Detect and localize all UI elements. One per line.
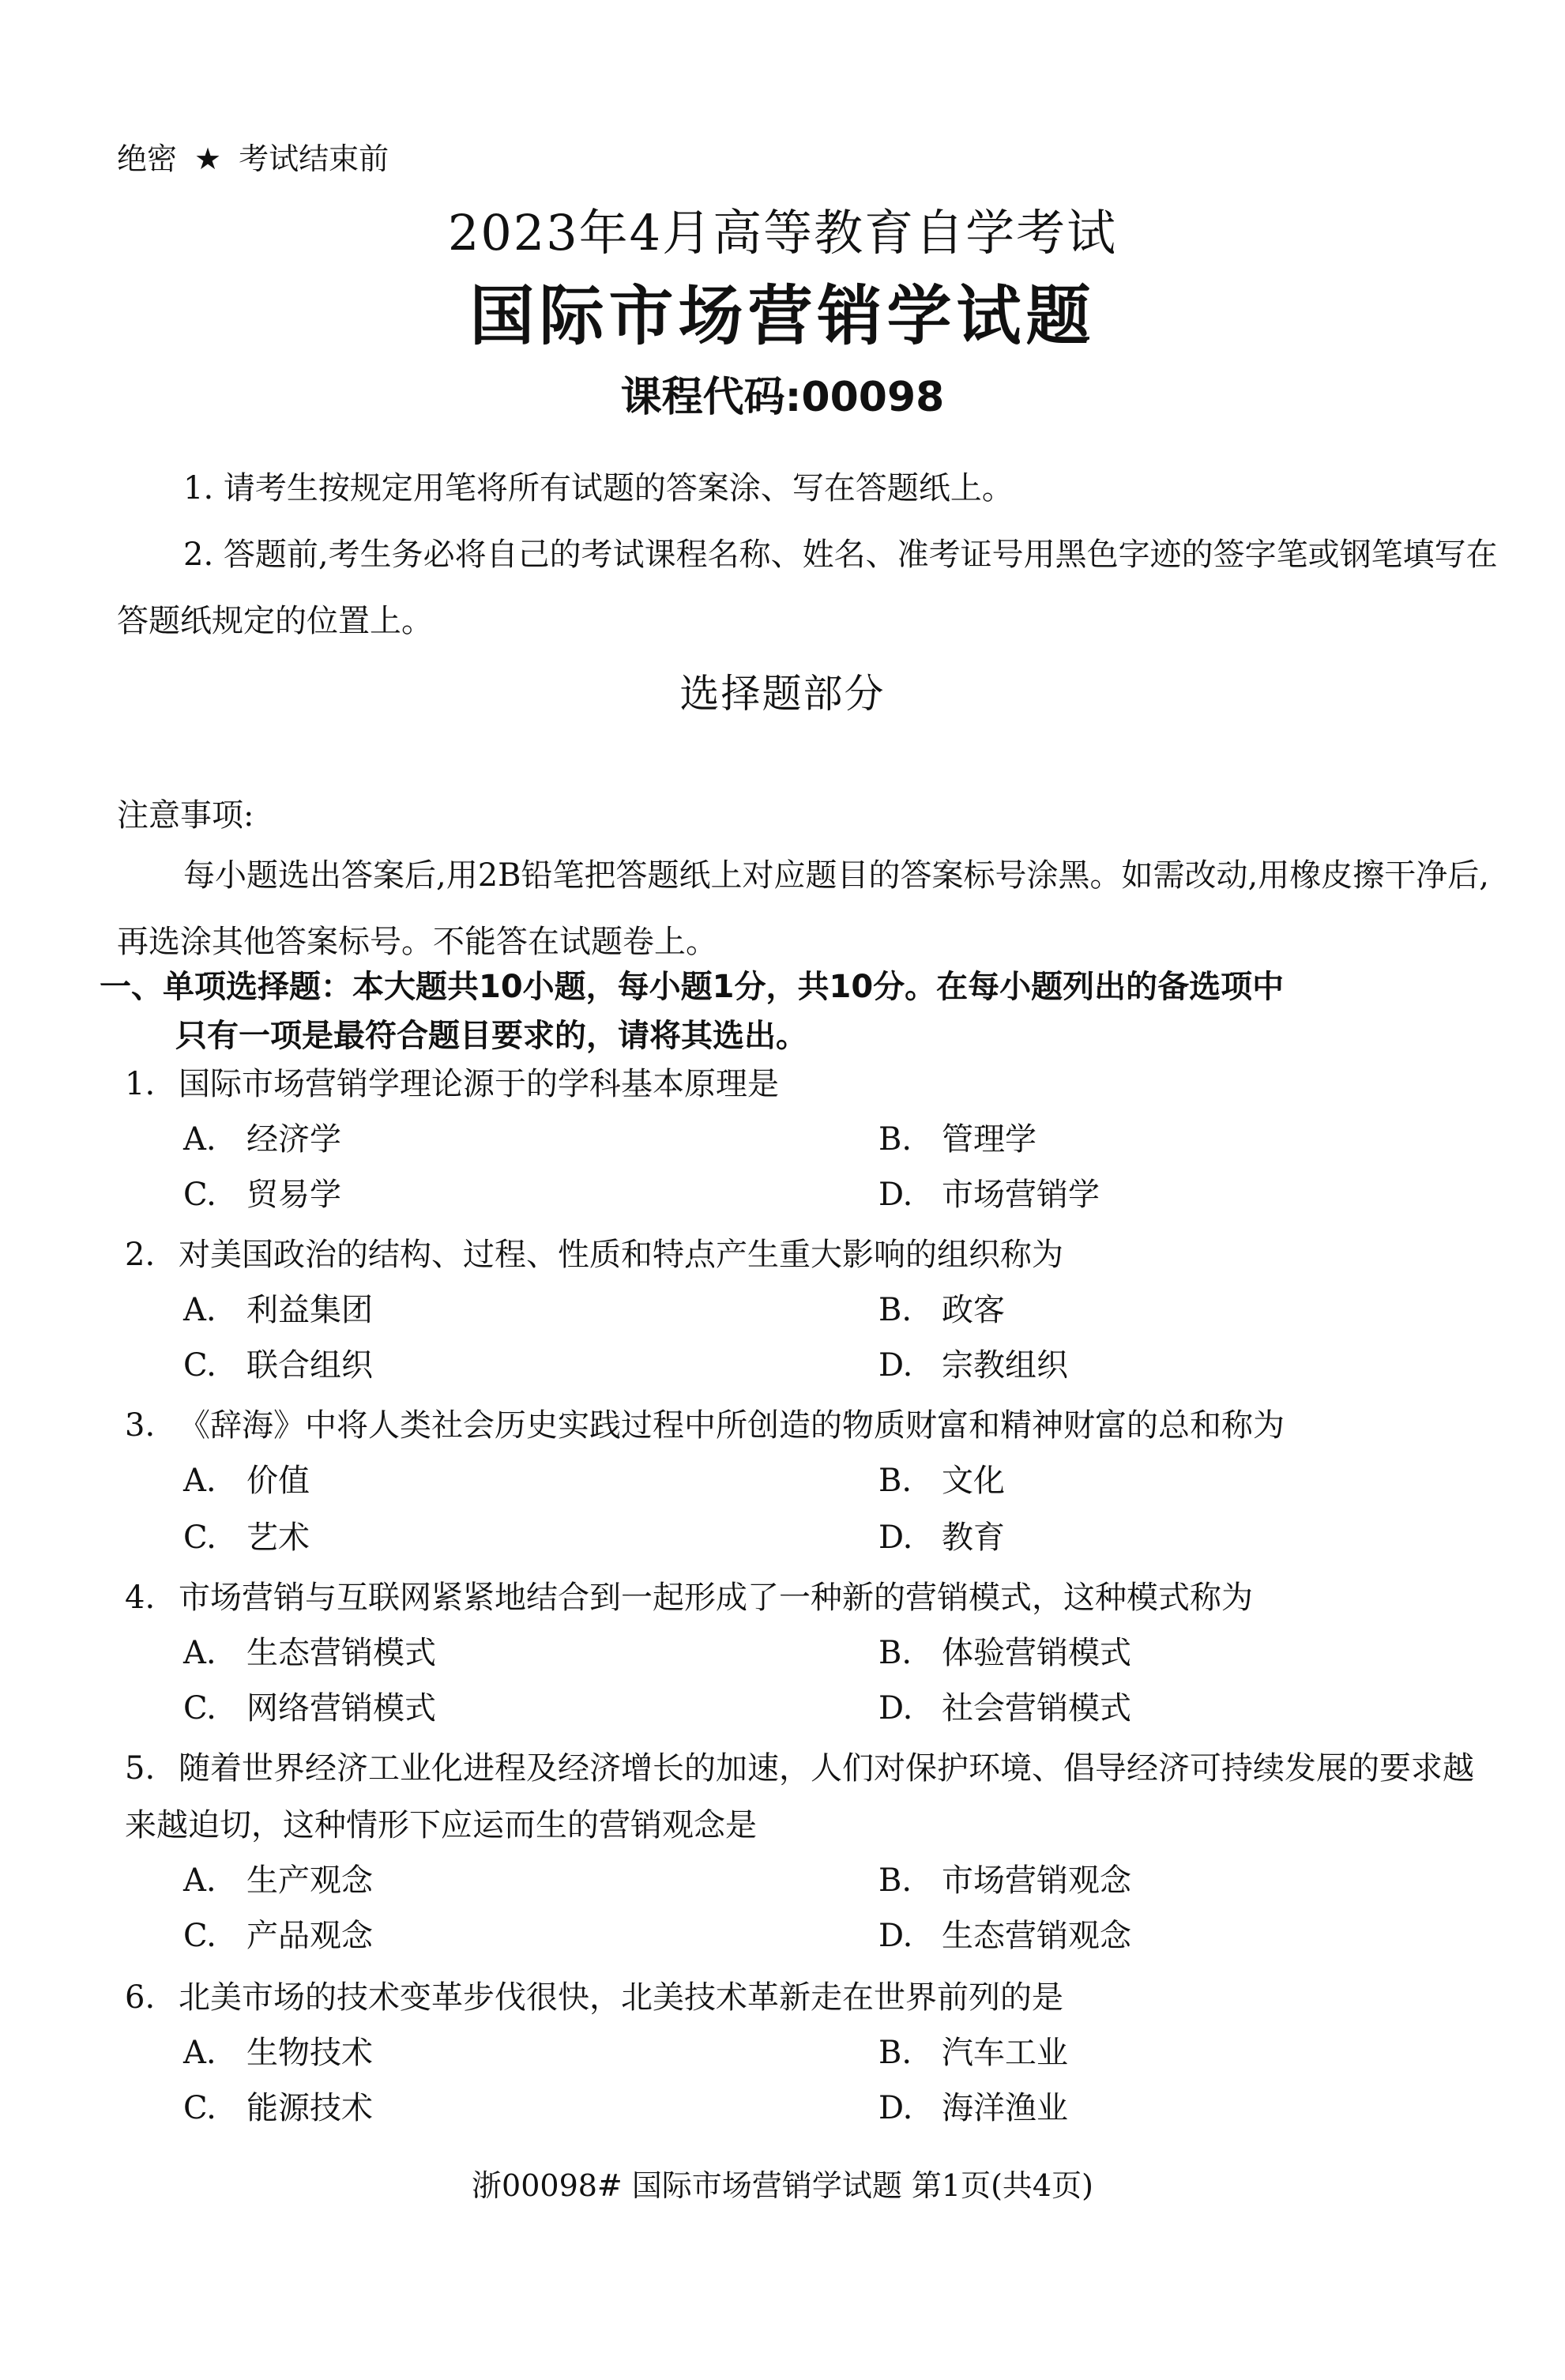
option-text: 生态营销模式 <box>246 1635 436 1671</box>
option-c <box>183 1683 436 1728</box>
instruction-1: 1. 请考生按规定用笔将所有试题的答案涂、写在答题纸上。 <box>183 470 1014 507</box>
option-c <box>183 1911 373 1956</box>
option-a <box>183 2028 373 2073</box>
option-b <box>878 1285 1005 1330</box>
option-b <box>878 1455 1005 1501</box>
option-label: B. <box>878 1292 912 1328</box>
option-text: 市场营销学 <box>942 1177 1100 1213</box>
option-label: D. <box>878 1520 913 1556</box>
paper-title: 国际市场营销学试题 <box>469 279 1096 354</box>
option-label: D. <box>878 1347 913 1384</box>
question-number: 3. <box>125 1407 156 1444</box>
option-a <box>183 1114 341 1159</box>
option-text: 管理学 <box>942 1121 1036 1158</box>
option-text: 宗教组织 <box>942 1347 1068 1384</box>
option-text: 贸易学 <box>246 1177 341 1213</box>
option-label: A. <box>183 1463 216 1499</box>
instruction-2: 2. 答题前,考生务必将自己的考试课程名称、姓名、准考证号用黑色字迹的签字笔或钢笔填写在答题纸规定的位置上。 <box>117 537 1498 639</box>
option-c <box>183 2083 373 2128</box>
option-label: B. <box>878 1463 912 1499</box>
question-stem <box>125 1056 1484 1113</box>
option-label: C. <box>183 2090 216 2126</box>
option-label: B. <box>878 1121 912 1158</box>
option-text: 文化 <box>942 1463 1005 1499</box>
option-c <box>183 1169 341 1214</box>
course-code: 课程代码:00098 <box>620 374 945 421</box>
option-label: A. <box>183 2035 216 2071</box>
option-d <box>878 2083 1068 2128</box>
option-text: 利益集团 <box>246 1292 373 1328</box>
option-d <box>878 1512 1005 1557</box>
option-label: D. <box>878 1177 913 1213</box>
question-stem <box>125 1740 1484 1854</box>
part-title <box>100 962 1522 1060</box>
option-b <box>878 1855 1131 1900</box>
question-number: 5. <box>125 1750 156 1787</box>
option-a <box>183 1285 373 1330</box>
option-label: A. <box>183 1862 216 1899</box>
option-label: D. <box>878 2090 913 2126</box>
part-title-line2: 只有一项是最符合题目要求的，请将其选出。 <box>175 1018 807 1054</box>
option-label: C. <box>183 1347 216 1384</box>
option-b <box>878 1628 1131 1673</box>
question-text: 市场营销与互联网紧紧地结合到一起形成了一种新的营销模式，这种模式称为 <box>179 1580 1253 1616</box>
option-a <box>183 1455 310 1501</box>
notice-text: 每小题选出答案后,用2B铅笔把答题纸上对应题目的答案标号涂黑。如需改动,用橡皮擦干净后,再选涂其他答案标号。不能答在试题卷上。 <box>117 857 1489 960</box>
question-stem <box>125 1969 1484 2026</box>
option-text: 生物技术 <box>246 2035 373 2071</box>
question-text: 对美国政治的结构、过程、性质和特点产生重大影响的组织称为 <box>179 1237 1063 1273</box>
option-d <box>878 1911 1131 1956</box>
section-heading: 选择题部分 <box>679 671 886 717</box>
option-b <box>878 1114 1036 1159</box>
question-number: 2. <box>125 1237 156 1273</box>
option-label: A. <box>183 1292 216 1328</box>
question-text: 北美市场的技术变革步伐很快，北美技术革新走在世界前列的是 <box>179 1979 1063 2016</box>
exam-title: 2023年4月高等教育自学考试 <box>447 204 1118 262</box>
confidential-label <box>117 134 389 178</box>
option-label: C. <box>183 1918 216 1954</box>
option-label: C. <box>183 1690 216 1727</box>
secret-note: 考试结束前 <box>239 141 389 176</box>
option-text: 价值 <box>246 1463 310 1499</box>
option-text: 体验营销模式 <box>942 1635 1131 1671</box>
question-text: 《辞海》中将人类社会历史实践过程中所创造的物质财富和精神财富的总和称为 <box>179 1407 1285 1444</box>
option-label: B. <box>878 1635 912 1671</box>
option-text: 经济学 <box>246 1121 341 1158</box>
secret-text: 绝密 <box>117 141 178 176</box>
option-text: 生态营销观念 <box>942 1918 1131 1954</box>
option-label: D. <box>878 1690 913 1727</box>
question-text: 国际市场营销学理论源于的学科基本原理是 <box>179 1066 779 1102</box>
question-text: 随着世界经济工业化进程及经济增长的加速，人们对保护环境、倡导经济可持续发展的要求越来越迫切，这种情形下应运而生的营销观念是 <box>125 1750 1474 1843</box>
option-a <box>183 1628 436 1673</box>
option-d <box>878 1340 1068 1385</box>
option-text: 社会营销模式 <box>942 1690 1131 1727</box>
option-label: A. <box>183 1121 216 1158</box>
option-text: 能源技术 <box>246 2090 373 2126</box>
option-c <box>183 1512 310 1557</box>
option-text: 汽车工业 <box>942 2035 1068 2071</box>
notice-label: 注意事项: <box>117 797 254 834</box>
part-title-line1: 一、单项选择题：本大题共10小题，每小题1分，共10分。在每小题列出的备选项中 <box>100 969 1285 1005</box>
option-a <box>183 1855 373 1900</box>
question-number: 6. <box>125 1979 156 2016</box>
page-footer: 浙00098# 国际市场营销学试题 第1页(共4页) <box>472 2168 1093 2203</box>
option-c <box>183 1340 373 1385</box>
option-label: B. <box>878 2035 912 2071</box>
option-label: A. <box>183 1635 216 1671</box>
option-label: C. <box>183 1177 216 1213</box>
option-text: 海洋渔业 <box>942 2090 1068 2126</box>
option-b <box>878 2028 1068 2073</box>
option-text: 教育 <box>942 1520 1005 1556</box>
star-icon: ★ <box>194 141 222 176</box>
option-d <box>878 1169 1100 1214</box>
question-stem <box>125 1569 1484 1626</box>
option-text: 市场营销观念 <box>942 1862 1131 1899</box>
option-text: 网络营销模式 <box>246 1690 436 1727</box>
question-number: 4. <box>125 1580 156 1616</box>
option-label: C. <box>183 1520 216 1556</box>
option-label: B. <box>878 1862 912 1899</box>
option-text: 艺术 <box>246 1520 310 1556</box>
option-label: D. <box>878 1918 913 1954</box>
option-text: 政客 <box>942 1292 1005 1328</box>
question-stem <box>125 1397 1484 1454</box>
option-d <box>878 1683 1131 1728</box>
option-text: 产品观念 <box>246 1918 373 1954</box>
option-text: 生产观念 <box>246 1862 373 1899</box>
question-stem <box>125 1226 1484 1283</box>
question-number: 1. <box>125 1066 156 1102</box>
option-text: 联合组织 <box>246 1347 373 1384</box>
